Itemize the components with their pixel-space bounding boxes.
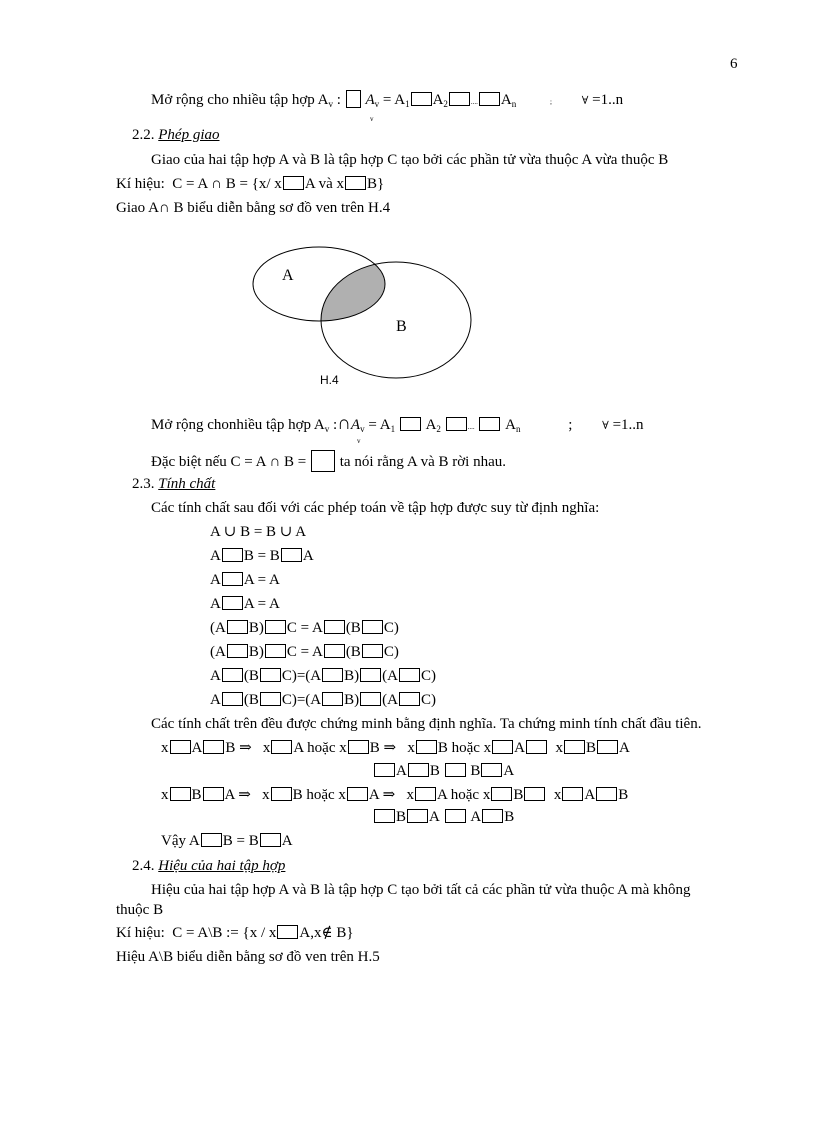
notation-label: Kí hiệu: (116, 925, 165, 941)
section-2-2-number: 2.2. (132, 127, 159, 143)
property-8 (210, 691, 436, 709)
operator-box (260, 692, 281, 706)
proof-text: A (281, 833, 293, 849)
prop-text: C) (420, 692, 436, 708)
set-a-label: A (282, 267, 294, 284)
operator-box (222, 692, 243, 706)
proof-text: A hoặc x (437, 787, 491, 803)
proof-text: B ⇒ (225, 740, 252, 756)
property-3 (210, 571, 280, 589)
union-ext-a: A (365, 92, 375, 108)
proof-line-1 (161, 739, 630, 757)
operator-box (170, 740, 191, 754)
proof-line-2 (373, 762, 514, 780)
operator-box (324, 644, 345, 658)
operator-box (446, 417, 467, 431)
empty-set-box (311, 450, 335, 472)
int-ext-sub-n: n (516, 424, 521, 434)
intersection-index-v: v (357, 437, 361, 445)
notation-label: Kí hiệu: (116, 176, 165, 192)
disjoint-statement (151, 450, 506, 472)
operator-box (360, 668, 381, 682)
operator-box (597, 740, 618, 754)
prop-text: (A (382, 668, 398, 684)
operator-box (524, 787, 545, 801)
union-ext-sub-n: n (511, 99, 517, 109)
prop-text: C = A (286, 620, 323, 636)
prop-text: B) (248, 644, 264, 660)
set-b-label: B (396, 318, 407, 335)
proof-text: B (429, 763, 440, 779)
prop-text: B) (344, 692, 360, 708)
prop-text: C = A (286, 644, 323, 660)
property-2 (210, 547, 314, 565)
operator-box (281, 548, 302, 562)
section-2-4-title: Hiệu của hai tập hợp (158, 858, 286, 874)
union-ext-sub-1: 1 (405, 99, 410, 109)
proof-text: A ⇒ (368, 787, 396, 803)
operator-box (482, 809, 503, 823)
prop-text: C) (420, 668, 436, 684)
int-ext-sub-1: 1 (390, 424, 396, 434)
difference-notation (116, 924, 354, 942)
operator-box (479, 92, 500, 106)
operator-box (260, 668, 281, 682)
operator-box (265, 644, 286, 658)
notation-diff-expr-b: A,x∉ B} (299, 925, 354, 941)
union-ext-prefix: Mở rộng cho nhiều tập hợp A (151, 92, 329, 108)
operator-box (203, 740, 224, 754)
proof-text: B = B (222, 833, 259, 849)
element-of-box (283, 176, 304, 190)
difference-definition-line-1: Hiệu của hai tập hợp A và B là tập hợp C tạo bởi tất cả các phần tử vừa thuộc A mà không (151, 882, 691, 898)
operator-box (260, 833, 281, 847)
operator-box (596, 787, 617, 801)
union-ext-sub-v: v (328, 99, 334, 109)
element-of-box (277, 925, 298, 939)
prop-text: (A (210, 620, 226, 636)
difference-definition-line-2: thuộc B (116, 902, 164, 918)
operator-box (170, 787, 191, 801)
prop-text: (B (345, 644, 361, 660)
prop-text: (A (382, 692, 398, 708)
int-ext-a: A (350, 417, 361, 433)
notation-diff-expr-a: C = A\B := {x / x (172, 925, 277, 941)
operator-box (374, 763, 395, 777)
operator-box (203, 787, 224, 801)
operator-box (222, 668, 243, 682)
proof-text: A hoặc x (293, 740, 347, 756)
prop-text: A = A (243, 596, 280, 612)
operator-box (564, 740, 585, 754)
section-2-4-heading (132, 857, 285, 875)
proof-text: A (584, 787, 596, 803)
proof-text: B ⇒ (369, 740, 397, 756)
operator-box (362, 620, 383, 634)
property-7 (210, 667, 436, 685)
proof-text: A ⇒ (224, 787, 251, 803)
operator-box (222, 572, 243, 586)
operator-box (322, 692, 343, 706)
operator-box (201, 833, 222, 847)
operator-box (479, 417, 500, 431)
prop-text: B) (344, 668, 360, 684)
proof-text: A (470, 809, 482, 825)
operator-box (400, 417, 421, 431)
proof-line-4 (373, 808, 514, 826)
operator-box (491, 787, 512, 801)
proof-conclusion (161, 832, 293, 850)
operator-box (562, 787, 583, 801)
proof-text: x (553, 787, 562, 803)
prop-text: B) (248, 620, 264, 636)
property-1: A ∪ B = B ∪ A (210, 524, 307, 540)
proof-intro: Các tính chất trên đều được chứng minh bằng định nghĩa. Ta chứng minh tính chất đầu tiên. (151, 716, 702, 732)
int-ext-semi: ; (568, 417, 573, 433)
union-index-v: v (370, 115, 374, 123)
operator-box (227, 644, 248, 658)
proof-text: A (429, 809, 440, 825)
prop-text: (B (345, 620, 361, 636)
proof-text: x (262, 740, 271, 756)
proof-text: x (161, 740, 169, 756)
int-ext-dots: .... (467, 423, 475, 431)
union-ext-colon: : (333, 92, 345, 108)
operator-box (227, 620, 248, 634)
operator-box (271, 787, 292, 801)
prop-text: A (302, 548, 314, 564)
int-ext-range: =1..n (608, 417, 644, 433)
operator-box (407, 809, 428, 823)
prop-text: (B (243, 668, 259, 684)
operator-box (445, 809, 466, 823)
prop-text: A (210, 668, 221, 684)
prop-text: A (210, 548, 221, 564)
disjoint-text-a: Đặc biệt nếu C = A ∩ B = (151, 454, 307, 470)
operator-box (399, 668, 420, 682)
operator-box (492, 740, 513, 754)
section-2-2-heading (132, 126, 220, 144)
proof-text: B (504, 809, 515, 825)
union-ext-sub-v-2: v (374, 99, 380, 109)
operator-box (416, 740, 437, 754)
intersection-notation (116, 175, 384, 193)
operator-box (399, 692, 420, 706)
int-ext-eq: = A (364, 417, 391, 433)
operator-box (481, 763, 502, 777)
prop-text: B = B (243, 548, 280, 564)
union-ext-forall: ∀ (581, 95, 589, 107)
int-ext-prefix: Mở rộng chonhiều tập hợp A (151, 417, 325, 433)
notation-int-expr-c: B} (366, 176, 385, 192)
proof-text: x (407, 740, 415, 756)
difference-venn-caption: Hiệu A\B biểu diễn bằng sơ đồ ven trên H.5 (116, 949, 380, 965)
int-ext-sub-2: 2 (436, 424, 441, 434)
prop-text: A (210, 692, 221, 708)
prop-text: (A (210, 644, 226, 660)
operator-box (271, 740, 292, 754)
proof-text: B (586, 740, 597, 756)
figure-label-h4: H.4 (320, 373, 339, 387)
union-ext-eq: = A (379, 92, 406, 108)
disjoint-text-b: ta nói rằng A và B rời nhau. (339, 454, 506, 470)
operator-box (408, 763, 429, 777)
operator-box (411, 92, 432, 106)
proof-text: A (396, 763, 407, 779)
prop-text: C)=(A (281, 668, 322, 684)
proof-text: A (191, 740, 203, 756)
operator-box (222, 596, 243, 610)
intersection-extension: Mở rộng chonhiều tập hợp $A_v$ $:\cap A_v = A_1$ $A_2$ .... $A_n$ ; ∀ =1..n (151, 413, 644, 434)
proof-text: B hoặc x (292, 787, 346, 803)
proof-text: x (406, 787, 414, 803)
operator-box (347, 787, 368, 801)
proof-text: B (618, 787, 629, 803)
prop-text: C) (383, 620, 399, 636)
section-2-3-number: 2.3. (132, 476, 159, 492)
operator-box (374, 809, 395, 823)
property-6 (210, 643, 399, 661)
proof-text: Vậy A (161, 833, 200, 849)
prop-text: A = A (243, 572, 280, 588)
proof-line-3 (161, 786, 628, 804)
properties-intro: Các tính chất sau đối với các phép toán về tập hợp được suy từ định nghĩa: (151, 500, 600, 516)
proof-text: x (555, 740, 563, 756)
prop-text: (B (243, 692, 259, 708)
prop-text: A (210, 572, 221, 588)
union-extension: Mở rộng cho nhiều tập hợp $A_v$ : $A_v = A_1$ $A_2$ .... $A_n$ ; ∀ =1..n (151, 92, 624, 109)
operator-box (449, 92, 470, 106)
prop-text: C)=(A (281, 692, 322, 708)
section-2-2-title: Phép giao (158, 127, 220, 143)
proof-text: A (503, 763, 515, 779)
page-number: 6 (730, 56, 738, 72)
big-intersection-symbol: ∩ (337, 413, 351, 434)
union-ext-sub-2: 2 (443, 99, 448, 109)
intersection-definition: Giao của hai tập hợp A và B là tập hợp C tạo bởi các phần tử vừa thuộc A vừa thuộc B (151, 152, 669, 168)
operator-box (362, 644, 383, 658)
prop-text: C) (383, 644, 399, 660)
union-ext-dots: .... (470, 98, 478, 106)
union-ext-semi: ; (550, 98, 552, 106)
union-symbol-placeholder (346, 90, 361, 108)
operator-box (222, 548, 243, 562)
element-of-box (345, 176, 366, 190)
proof-text: x (262, 787, 270, 803)
intersection-venn-caption: Giao A∩ B biểu diễn bằng sơ đồ ven trên H.4 (116, 200, 391, 216)
proof-text: A (514, 740, 525, 756)
operator-box (322, 668, 343, 682)
proof-text: B (396, 809, 407, 825)
proof-text: B hoặc x (437, 740, 492, 756)
venn-diagram-intersection (250, 245, 480, 405)
section-2-4-number: 2.4. (132, 858, 159, 874)
int-ext-forall: ∀ (602, 420, 609, 432)
proof-text: x (161, 787, 169, 803)
prop-text: A (210, 596, 221, 612)
proof-text: B (470, 763, 481, 779)
operator-box (445, 763, 466, 777)
operator-box (415, 787, 436, 801)
union-ext-range: =1..n (588, 92, 624, 108)
operator-box (526, 740, 547, 754)
notation-int-expr-a: C = A ∩ B = {x/ x (172, 176, 282, 192)
int-ext-sub-v-2: v (360, 424, 365, 434)
section-2-3-title: Tính chất (158, 476, 216, 492)
section-2-3-heading (132, 475, 215, 493)
property-5 (210, 619, 399, 637)
operator-box (324, 620, 345, 634)
operator-box (360, 692, 381, 706)
notation-int-expr-b: A và x (304, 176, 344, 192)
operator-box (348, 740, 369, 754)
proof-text: B (513, 787, 524, 803)
property-4 (210, 595, 280, 613)
operator-box (265, 620, 286, 634)
int-ext-sub-v: v (324, 424, 330, 434)
proof-text: B (191, 787, 202, 803)
proof-text: A (619, 740, 630, 756)
